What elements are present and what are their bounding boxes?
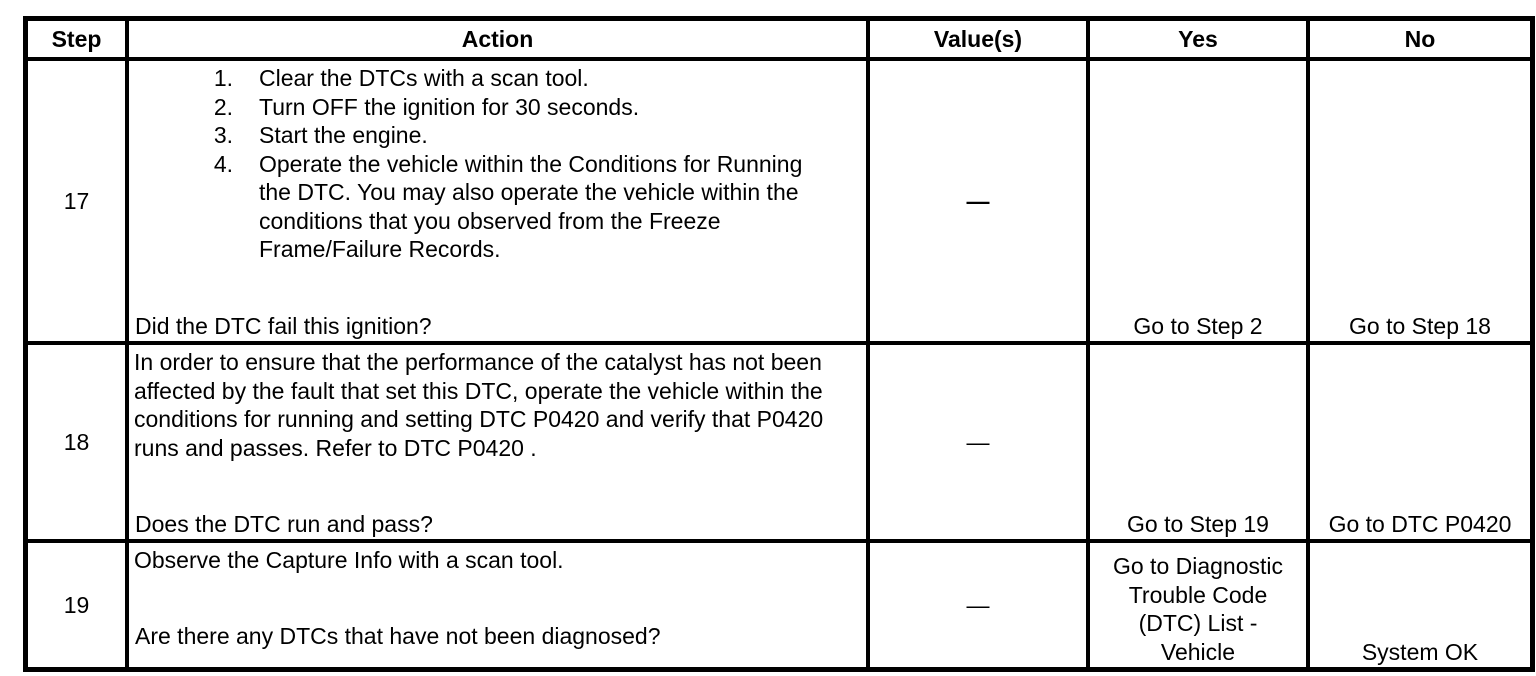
- yes-cell: [1088, 541, 1308, 669]
- action-cell: [127, 343, 868, 541]
- no-cell: [1308, 343, 1532, 541]
- header-action: Action: [127, 19, 868, 59]
- value-cell: [868, 59, 1088, 343]
- action-question: Are there any DTCs that have not been diagnosed?: [135, 622, 661, 649]
- yes-result: Go to Step 2: [1133, 312, 1263, 339]
- yes-cell: [1088, 59, 1308, 343]
- value-dash: —: [966, 428, 990, 455]
- no-cell: [1308, 59, 1532, 343]
- step-number: 19: [26, 541, 127, 669]
- step-number: 18: [26, 343, 127, 541]
- action-cell: [127, 59, 868, 343]
- header-yes: Yes: [1088, 19, 1308, 59]
- list-item: 1. Clear the DTCs with a scan tool.: [213, 65, 589, 91]
- list-item: 2. Turn OFF the ignition for 30 seconds.: [213, 93, 640, 120]
- header-no: No: [1308, 19, 1532, 59]
- value-dash: —: [966, 187, 990, 214]
- list-item: 3. Start the engine.: [213, 122, 428, 148]
- action-question: Does the DTC run and pass?: [135, 510, 433, 537]
- table-row-step-19: [26, 541, 1532, 669]
- action-text: Observe the Capture Info with a scan tool.: [134, 547, 564, 573]
- table-row-step-18: [26, 343, 1532, 541]
- no-cell: [1308, 541, 1532, 669]
- step-number: 17: [26, 59, 127, 343]
- value-cell: [868, 541, 1088, 669]
- action-cell: [127, 541, 868, 669]
- action-question: Did the DTC fail this ignition?: [135, 312, 432, 339]
- header-values: Value(s): [868, 19, 1088, 59]
- value-dash: —: [966, 591, 990, 618]
- no-result: Go to Step 18: [1349, 312, 1491, 339]
- list-item: 4. Operate the vehicle within the Conditions for Running the DTC. You may also operate the vehicle within the conditions that you observed from the Freeze Frame/Failure Records.: [213, 150, 803, 262]
- table-row-step-17: [26, 59, 1532, 343]
- header-step: Step: [26, 19, 127, 59]
- action-text: In order to ensure that the performance of the catalyst has not been affected by the fault that set this DTC, operate the vehicle within the conditions for running and setting DTC P0420 and verify that P0420 runs and passes. Refer to DTC P0420 .: [134, 349, 824, 461]
- no-result: System OK: [1361, 638, 1479, 665]
- header-row: [26, 19, 1532, 59]
- no-result: Go to DTC P0420: [1328, 510, 1512, 537]
- yes-cell: [1088, 343, 1308, 541]
- yes-result: Go to Diagnostic Trouble Code (DTC) List - Vehicle: [1112, 553, 1284, 665]
- value-cell: [868, 343, 1088, 541]
- yes-result: Go to Step 19: [1127, 510, 1269, 537]
- action-steps-list: [135, 64, 861, 264]
- diagnostic-table: [23, 16, 1535, 672]
